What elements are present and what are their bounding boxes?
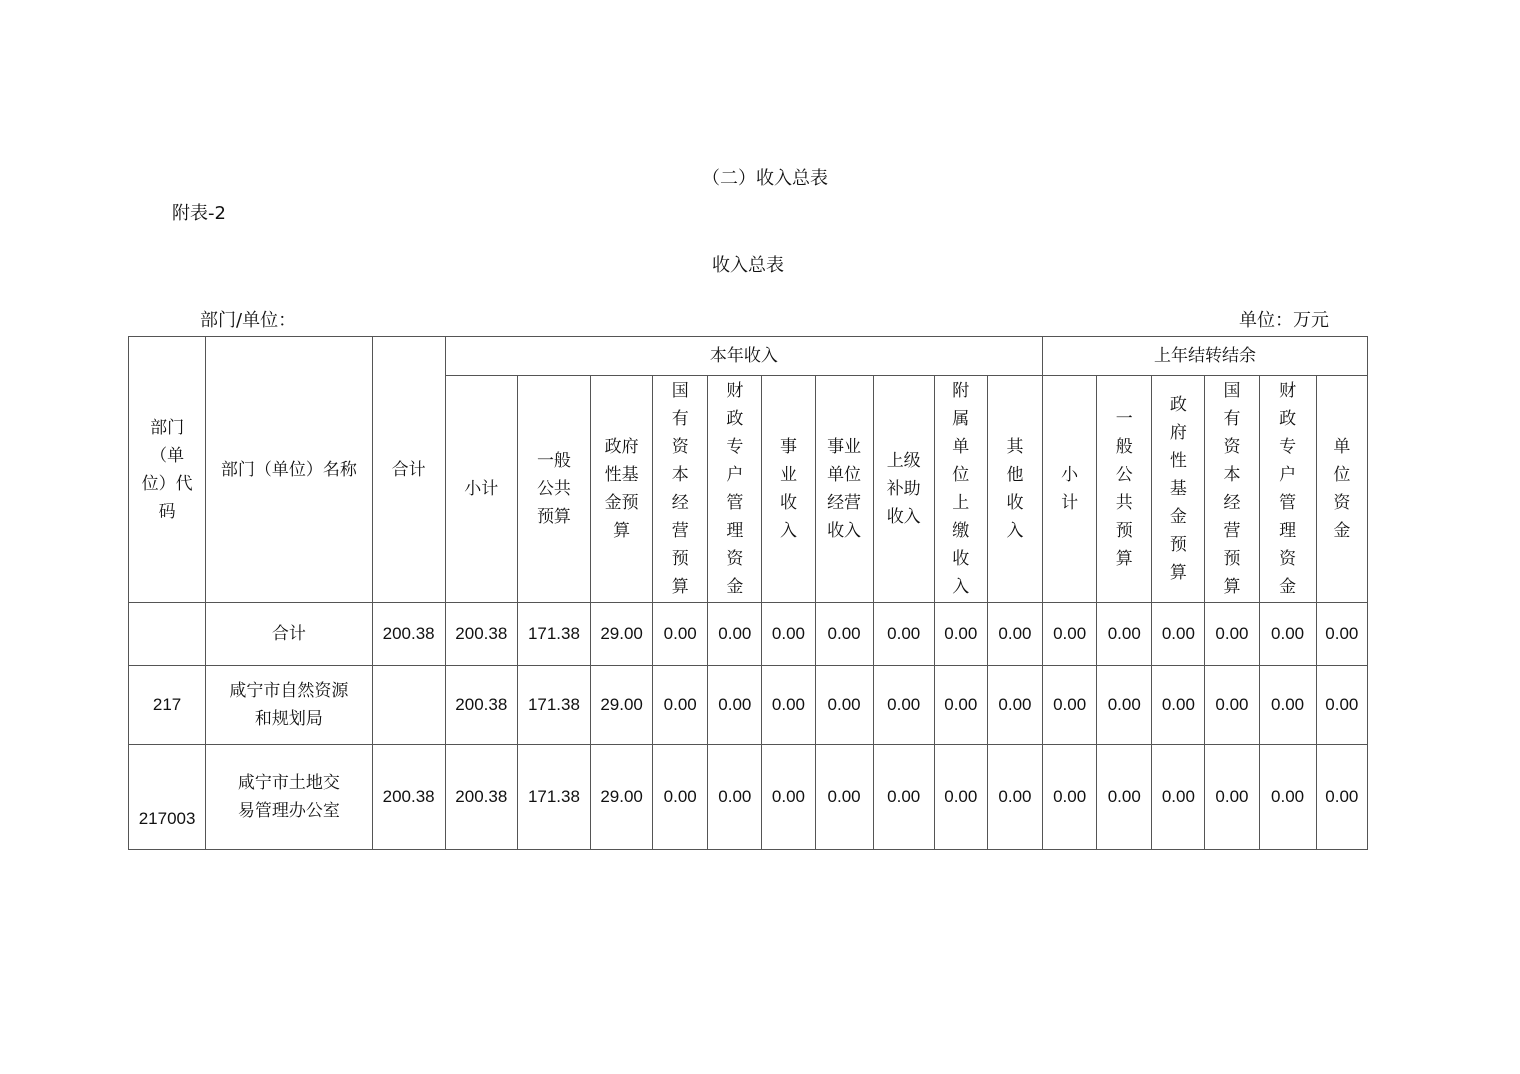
row-total: 200.38: [372, 745, 445, 850]
header-carryover-state-capital-budget: 国 有 资 本 经 营 预 算: [1205, 376, 1259, 603]
header-other-income: 其 他 收 入: [987, 376, 1042, 603]
row-value: 0.00: [1205, 745, 1259, 850]
row-value: 200.38: [445, 666, 517, 745]
row-value: 0.00: [1205, 666, 1259, 745]
row-value: 0.00: [1152, 603, 1205, 666]
row-value: 0.00: [653, 666, 708, 745]
row-value: 0.00: [987, 603, 1042, 666]
header-dept-name: 部门（单位）名称: [206, 337, 372, 603]
row-value: 0.00: [1043, 603, 1097, 666]
row-value: 0.00: [1259, 666, 1316, 745]
header-government-fund-budget: 政府 性基 金预 算: [591, 376, 653, 603]
row-total: [372, 666, 445, 745]
row-value: 0.00: [1316, 745, 1367, 850]
table-row: [129, 603, 1368, 666]
header-general-public-budget: 一般 公共 预算: [517, 376, 590, 603]
row-value: 0.00: [1152, 745, 1205, 850]
header-current-year-income: 本年收入: [445, 337, 1042, 376]
row-dept-code: 217003: [129, 745, 206, 850]
appendix-label: 附表-2: [172, 203, 226, 224]
header-business-income: 事 业 收 入: [762, 376, 815, 603]
header-subtotal: 小计: [445, 376, 517, 603]
row-value: 171.38: [517, 603, 590, 666]
row-value: 171.38: [517, 745, 590, 850]
row-value: 0.00: [934, 745, 987, 850]
row-value: 0.00: [1205, 603, 1259, 666]
header-business-operating-income: 事业 单位 经营 收入: [815, 376, 873, 603]
row-dept-name: 咸宁市土地交 易管理办公室: [206, 745, 372, 850]
row-dept-name: 合计: [206, 603, 372, 666]
row-value: 0.00: [1043, 666, 1097, 745]
row-value: 29.00: [591, 603, 653, 666]
row-dept-code: [129, 603, 206, 666]
header-affiliated-unit-income: 附 属 单 位 上 缴 收 入: [934, 376, 987, 603]
row-value: 0.00: [653, 603, 708, 666]
header-carryover-government-fund-budget: 政 府 性 基 金 预 算: [1152, 376, 1205, 603]
row-value: 0.00: [1097, 666, 1152, 745]
row-value: 0.00: [708, 666, 762, 745]
row-value: 200.38: [445, 745, 517, 850]
header-fiscal-special-account: 财 政 专 户 管 理 资 金: [708, 376, 762, 603]
row-value: 0.00: [1097, 745, 1152, 850]
row-value: 29.00: [591, 745, 653, 850]
row-value: 0.00: [653, 745, 708, 850]
header-carryover-subtotal: 小 计: [1043, 376, 1097, 603]
table-row: [129, 666, 1368, 745]
row-value: 0.00: [708, 603, 762, 666]
row-value: 0.00: [873, 745, 934, 850]
department-label: 部门/单位：: [200, 310, 297, 331]
row-value: 29.00: [591, 666, 653, 745]
unit-label: 单位：万元: [1239, 310, 1329, 331]
header-carryover-general-public-budget: 一 般 公 共 预 算: [1097, 376, 1152, 603]
row-value: 0.00: [1316, 666, 1367, 745]
row-value: 0.00: [1043, 745, 1097, 850]
header-carryover-fiscal-special-account: 财 政 专 户 管 理 资 金: [1259, 376, 1316, 603]
row-value: 0.00: [873, 603, 934, 666]
row-total: 200.38: [372, 603, 445, 666]
header-superior-subsidy-income: 上级 补助 收入: [873, 376, 934, 603]
row-value: 171.38: [517, 666, 590, 745]
table-row: [129, 745, 1368, 850]
header-total: 合计: [372, 337, 445, 603]
row-value: 0.00: [934, 666, 987, 745]
row-value: 0.00: [1259, 603, 1316, 666]
header-prior-year-carryover: 上年结转结余: [1043, 337, 1368, 376]
row-value: 0.00: [762, 666, 815, 745]
row-value: 0.00: [815, 603, 873, 666]
row-value: 0.00: [708, 745, 762, 850]
row-value: 0.00: [934, 603, 987, 666]
header-carryover-unit-funds: 单 位 资 金: [1316, 376, 1367, 603]
row-value: 0.00: [1316, 603, 1367, 666]
row-value: 0.00: [873, 666, 934, 745]
row-dept-code: 217: [129, 666, 206, 745]
row-value: 0.00: [1097, 603, 1152, 666]
row-value: 0.00: [815, 666, 873, 745]
row-value: 0.00: [987, 745, 1042, 850]
header-state-capital-budget: 国 有 资 本 经 营 预 算: [653, 376, 708, 603]
section-title: （二）收入总表: [702, 168, 828, 189]
row-value: 0.00: [762, 603, 815, 666]
row-value: 0.00: [1259, 745, 1316, 850]
row-value: 0.00: [815, 745, 873, 850]
row-value: 0.00: [762, 745, 815, 850]
row-value: 0.00: [1152, 666, 1205, 745]
row-value: 200.38: [445, 603, 517, 666]
table-title: 收入总表: [712, 255, 784, 276]
row-value: 0.00: [987, 666, 1042, 745]
header-dept-code: 部门 （单 位）代 码: [129, 337, 206, 603]
row-dept-name: 咸宁市自然资源 和规划局: [206, 666, 372, 745]
revenue-summary-table: [128, 336, 1368, 850]
